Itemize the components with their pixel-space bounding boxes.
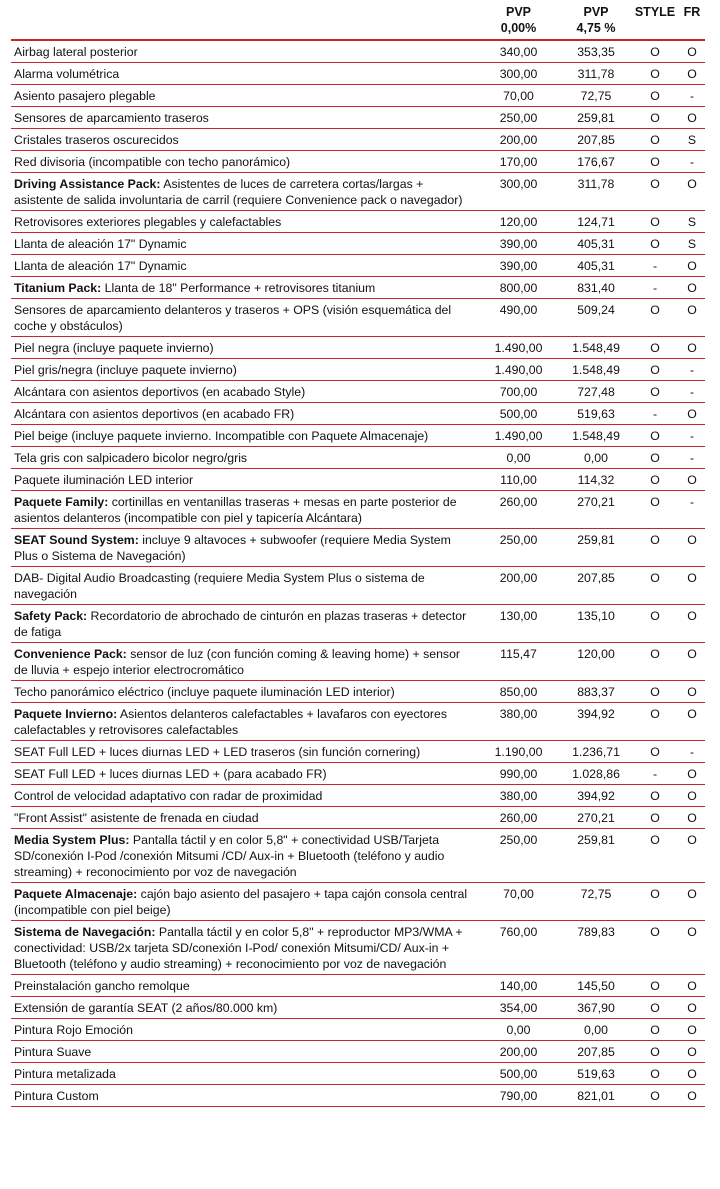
fr-availability: - [679,151,705,173]
style-availability: - [631,763,679,785]
price-without-tax: 500,00 [476,1063,561,1085]
table-row [11,129,705,151]
option-description [11,491,476,529]
header-pvp-475-label: PVP [583,5,609,19]
table-row [11,741,705,763]
price-with-tax: 259,81 [561,529,631,567]
option-text: Llanta de 18" Performance + retrovisores titanium [101,281,376,295]
price-without-tax: 380,00 [476,703,561,741]
fr-availability: O [679,1085,705,1107]
option-text: Piel gris/negra (incluye paquete invierno) [14,363,237,377]
price-with-tax: 1.548,49 [561,359,631,381]
price-with-tax: 353,35 [561,40,631,63]
option-description [11,277,476,299]
table-row [11,1063,705,1085]
table-row [11,63,705,85]
fr-availability: O [679,807,705,829]
table-row [11,883,705,921]
price-without-tax: 790,00 [476,1085,561,1107]
fr-availability: - [679,447,705,469]
fr-availability: O [679,975,705,997]
table-row [11,211,705,233]
option-description [11,883,476,921]
option-text: Tela gris con salpicadero bicolor negro/gris [14,451,248,465]
option-text: Pintura metalizada [14,1067,116,1081]
fr-availability: O [679,883,705,921]
price-with-tax: 124,71 [561,211,631,233]
option-text: SEAT Full LED + luces diurnas LED + (para acabado FR) [14,767,327,781]
table-row [11,529,705,567]
option-pack-name: Driving Assistance Pack: [14,177,161,191]
option-description [11,1063,476,1085]
table-row [11,107,705,129]
option-text: Red divisoria (incompatible con techo panorámico) [14,155,291,169]
price-with-tax: 259,81 [561,107,631,129]
fr-availability: O [679,1019,705,1041]
option-text: Pintura Custom [14,1089,99,1103]
header-pvp-0 [476,2,561,40]
style-availability: O [631,681,679,703]
option-text: Asistentes de luces de carretera cortas/largas + asistente de salida involuntaria de carril (requiere Convenience pack o navegador) [14,177,463,207]
style-availability: O [631,469,679,491]
fr-availability: S [679,129,705,151]
price-with-tax: 367,90 [561,997,631,1019]
table-row [11,447,705,469]
option-text: Pintura Suave [14,1045,92,1059]
table-row [11,491,705,529]
style-availability: O [631,643,679,681]
table-row [11,85,705,107]
option-description [11,85,476,107]
option-description [11,703,476,741]
table-row [11,173,705,211]
price-without-tax: 260,00 [476,491,561,529]
style-availability: O [631,381,679,403]
price-without-tax: 700,00 [476,381,561,403]
price-without-tax: 990,00 [476,763,561,785]
option-pack-name: Paquete Family: [14,495,109,509]
option-description [11,211,476,233]
price-without-tax: 0,00 [476,1019,561,1041]
option-pack-name: Sistema de Navegación: [14,925,156,939]
price-without-tax: 200,00 [476,567,561,605]
style-availability: O [631,491,679,529]
option-description [11,741,476,763]
price-with-tax: 789,83 [561,921,631,975]
option-pack-name: Paquete Invierno: [14,707,118,721]
table-row [11,763,705,785]
option-description [11,605,476,643]
price-without-tax: 380,00 [476,785,561,807]
table-row [11,975,705,997]
option-text: Airbag lateral posterior [14,45,138,59]
price-without-tax: 0,00 [476,447,561,469]
price-with-tax: 311,78 [561,173,631,211]
option-text: Alarma volumétrica [14,67,120,81]
table-row [11,299,705,337]
price-with-tax: 509,24 [561,299,631,337]
option-description [11,129,476,151]
price-without-tax: 250,00 [476,829,561,883]
option-text: cajón bajo asiento del pasajero + tapa cajón consola central (incompatible con piel beige) [14,887,468,917]
style-availability: O [631,173,679,211]
option-text: Cristales traseros oscurecidos [14,133,179,147]
fr-availability: O [679,703,705,741]
option-text: Llanta de aleación 17" Dynamic [14,259,187,273]
style-availability: O [631,129,679,151]
option-description [11,173,476,211]
style-availability: O [631,40,679,63]
option-description [11,681,476,703]
price-with-tax: 270,21 [561,491,631,529]
style-availability: O [631,233,679,255]
table-row [11,1041,705,1063]
price-without-tax: 120,00 [476,211,561,233]
fr-availability: - [679,425,705,447]
table-row [11,807,705,829]
price-without-tax: 70,00 [476,883,561,921]
fr-availability: O [679,921,705,975]
price-without-tax: 354,00 [476,997,561,1019]
fr-availability: S [679,211,705,233]
option-description [11,40,476,63]
price-with-tax: 1.028,86 [561,763,631,785]
option-description [11,233,476,255]
style-availability: O [631,529,679,567]
price-without-tax: 760,00 [476,921,561,975]
option-description [11,1019,476,1041]
option-description [11,337,476,359]
option-text: cortinillas en ventanillas traseras + mesas en parte posterior de asientos delanteros (incompatible con piel y tapicería Alcántara) [14,495,457,525]
header-fr-label: FR [683,5,701,19]
option-description [11,1085,476,1107]
option-text: Llanta de aleación 17" Dynamic [14,237,187,251]
option-text: Preinstalación gancho remolque [14,979,190,993]
style-availability: - [631,277,679,299]
price-with-tax: 72,75 [561,883,631,921]
option-description [11,63,476,85]
table-row [11,829,705,883]
price-without-tax: 1.190,00 [476,741,561,763]
table-row [11,681,705,703]
price-with-tax: 207,85 [561,1041,631,1063]
price-with-tax: 0,00 [561,447,631,469]
fr-availability: O [679,1041,705,1063]
table-row [11,359,705,381]
style-availability: O [631,997,679,1019]
style-availability: O [631,1085,679,1107]
fr-availability: O [679,681,705,703]
table-row [11,1085,705,1107]
style-availability: O [631,151,679,173]
table-header [11,2,705,40]
table-row [11,277,705,299]
table-row [11,233,705,255]
price-without-tax: 110,00 [476,469,561,491]
fr-availability: O [679,277,705,299]
price-with-tax: 72,75 [561,85,631,107]
style-availability: - [631,255,679,277]
price-with-tax: 135,10 [561,605,631,643]
table-row [11,605,705,643]
option-text: Piel beige (incluye paquete invierno. Incompatible con Paquete Almacenaje) [14,429,429,443]
fr-availability: O [679,763,705,785]
price-without-tax: 200,00 [476,129,561,151]
fr-availability: O [679,299,705,337]
price-without-tax: 200,00 [476,1041,561,1063]
table-row [11,1019,705,1041]
style-availability: O [631,975,679,997]
table-row [11,643,705,681]
price-with-tax: 883,37 [561,681,631,703]
fr-availability: O [679,469,705,491]
fr-availability: O [679,40,705,63]
style-availability: O [631,299,679,337]
option-description [11,469,476,491]
option-pack-name: Convenience Pack: [14,647,127,661]
style-availability: O [631,63,679,85]
option-description [11,381,476,403]
price-with-tax: 259,81 [561,829,631,883]
price-with-tax: 207,85 [561,129,631,151]
option-text: Asiento pasajero plegable [14,89,156,103]
table-row [11,567,705,605]
style-availability: O [631,1019,679,1041]
option-description [11,107,476,129]
style-availability: O [631,785,679,807]
option-pack-name: Safety Pack: [14,609,88,623]
price-without-tax: 390,00 [476,233,561,255]
style-availability: O [631,211,679,233]
option-description [11,1041,476,1063]
fr-availability: O [679,63,705,85]
fr-availability: - [679,85,705,107]
fr-availability: O [679,605,705,643]
style-availability: O [631,703,679,741]
price-without-tax: 490,00 [476,299,561,337]
option-description [11,921,476,975]
option-description [11,997,476,1019]
price-without-tax: 390,00 [476,255,561,277]
price-with-tax: 405,31 [561,233,631,255]
option-text: Alcántara con asientos deportivos (en acabado Style) [14,385,306,399]
table-row [11,703,705,741]
header-style [631,2,679,40]
option-pack-name: Media System Plus: [14,833,130,847]
option-pack-name: Paquete Almacenaje: [14,887,138,901]
price-with-tax: 831,40 [561,277,631,299]
header-description [11,2,476,40]
price-with-tax: 519,63 [561,1063,631,1085]
option-text: Pantalla táctil y en color 5,8" + conectividad USB/Tarjeta SD/conexión I-Pod /conexión Mitsumi /CD/ Aux-in + Bluetooth (teléfono y audio streaming) + reconocimiento por voz de navegación [14,833,445,879]
table-row [11,921,705,975]
header-pvp-475 [561,2,631,40]
price-with-tax: 519,63 [561,403,631,425]
style-availability: O [631,85,679,107]
table-row [11,40,705,63]
table-row [11,997,705,1019]
fr-availability: O [679,567,705,605]
price-without-tax: 800,00 [476,277,561,299]
table-row [11,785,705,807]
price-without-tax: 1.490,00 [476,337,561,359]
fr-availability: O [679,107,705,129]
price-with-tax: 0,00 [561,1019,631,1041]
header-pvp-475-rate: 4,75 % [576,21,616,35]
price-without-tax: 70,00 [476,85,561,107]
price-with-tax: 405,31 [561,255,631,277]
table-body [11,40,705,1107]
price-without-tax: 170,00 [476,151,561,173]
style-availability: O [631,807,679,829]
fr-availability: O [679,785,705,807]
option-description [11,643,476,681]
option-text: SEAT Full LED + luces diurnas LED + LED traseros (sin función cornering) [14,745,421,759]
option-description [11,763,476,785]
price-with-tax: 176,67 [561,151,631,173]
price-with-tax: 311,78 [561,63,631,85]
option-text: DAB- Digital Audio Broadcasting (requiere Media System Plus o sistema de navegación [14,571,425,601]
price-without-tax: 850,00 [476,681,561,703]
table-row [11,469,705,491]
option-description [11,529,476,567]
option-text: Sensores de aparcamiento delanteros y traseros + OPS (visión esquemática del coche y obstáculos) [14,303,452,333]
option-description [11,807,476,829]
price-with-tax: 1.236,71 [561,741,631,763]
option-text: Control de velocidad adaptativo con radar de proximidad [14,789,323,803]
fr-availability: O [679,1063,705,1085]
style-availability: O [631,425,679,447]
option-text: sensor de luz (con función coming & leaving home) + sensor de lluvia + espejo interior electrocromático [14,647,460,677]
fr-availability: - [679,381,705,403]
option-text: Pantalla táctil y en color 5,8" + reproductor MP3/WMA + conectividad: USB/2x tarjeta SD/conexión I-Pod/ conexión Mitsumi/CD/ Aux-in + Bluetooth (teléfono y audio streaming) + reconocimiento por voz de navegación [14,925,463,971]
option-description [11,447,476,469]
option-description [11,359,476,381]
style-availability: O [631,1041,679,1063]
price-with-tax: 821,01 [561,1085,631,1107]
option-description [11,829,476,883]
option-text: Paquete iluminación LED interior [14,473,194,487]
header-fr [679,2,705,40]
style-availability: O [631,883,679,921]
option-description [11,299,476,337]
table-row [11,255,705,277]
option-text: Extensión de garantía SEAT (2 años/80.000 km) [14,1001,278,1015]
price-without-tax: 340,00 [476,40,561,63]
style-availability: O [631,829,679,883]
style-availability: O [631,447,679,469]
price-without-tax: 300,00 [476,173,561,211]
fr-availability: O [679,403,705,425]
option-text: Recordatorio de abrochado de cinturón en plazas traseras + detector de fatiga [14,609,467,639]
fr-availability: O [679,829,705,883]
table-row [11,381,705,403]
price-without-tax: 260,00 [476,807,561,829]
price-without-tax: 500,00 [476,403,561,425]
fr-availability: - [679,491,705,529]
option-text: Techo panorámico eléctrico (incluye paquete iluminación LED interior) [14,685,395,699]
price-with-tax: 1.548,49 [561,337,631,359]
style-availability: O [631,1063,679,1085]
price-with-tax: 120,00 [561,643,631,681]
price-without-tax: 130,00 [476,605,561,643]
fr-availability: S [679,233,705,255]
option-text: Asientos delanteros calefactables + lavafaros con eyectores calefactables y retrovisores calefactables [14,707,448,737]
table-row [11,151,705,173]
price-without-tax: 115,47 [476,643,561,681]
option-description [11,567,476,605]
style-availability: O [631,605,679,643]
table-row [11,337,705,359]
price-with-tax: 270,21 [561,807,631,829]
fr-availability: O [679,337,705,359]
style-availability: - [631,403,679,425]
fr-availability: - [679,359,705,381]
price-with-tax: 727,48 [561,381,631,403]
price-without-tax: 300,00 [476,63,561,85]
style-availability: O [631,741,679,763]
option-pack-name: SEAT Sound System: [14,533,139,547]
option-text: Retrovisores exteriores plegables y calefactables [14,215,282,229]
price-without-tax: 1.490,00 [476,359,561,381]
option-description [11,975,476,997]
style-availability: O [631,107,679,129]
header-pvp-0-label: PVP [505,5,531,19]
option-text: Alcántara con asientos deportivos (en acabado FR) [14,407,295,421]
price-without-tax: 1.490,00 [476,425,561,447]
style-availability: O [631,337,679,359]
price-with-tax: 145,50 [561,975,631,997]
header-row [11,2,705,40]
price-without-tax: 250,00 [476,529,561,567]
price-with-tax: 207,85 [561,567,631,605]
options-price-table [11,2,705,1107]
table-row [11,425,705,447]
style-availability: O [631,921,679,975]
table-row [11,403,705,425]
fr-availability: O [679,643,705,681]
option-description [11,785,476,807]
option-text: Piel negra (incluye paquete invierno) [14,341,214,355]
price-without-tax: 140,00 [476,975,561,997]
style-availability: O [631,567,679,605]
option-text: Sensores de aparcamiento traseros [14,111,209,125]
price-with-tax: 114,32 [561,469,631,491]
fr-availability: O [679,529,705,567]
header-style-label: STYLE [634,5,676,19]
option-description [11,151,476,173]
fr-availability: O [679,997,705,1019]
option-text: Pintura Rojo Emoción [14,1023,133,1037]
option-text: incluye 9 altavoces + subwoofer (requiere Media System Plus o Sistema de Navegación) [14,533,451,563]
fr-availability: - [679,741,705,763]
fr-availability: O [679,255,705,277]
option-pack-name: Titanium Pack: [14,281,102,295]
style-availability: O [631,359,679,381]
price-with-tax: 394,92 [561,785,631,807]
price-with-tax: 1.548,49 [561,425,631,447]
fr-availability: O [679,173,705,211]
option-description [11,425,476,447]
price-with-tax: 394,92 [561,703,631,741]
option-description [11,255,476,277]
option-text: "Front Assist" asistente de frenada en ciudad [14,811,259,825]
header-pvp-0-rate: 0,00% [500,21,537,35]
price-without-tax: 250,00 [476,107,561,129]
option-description [11,403,476,425]
